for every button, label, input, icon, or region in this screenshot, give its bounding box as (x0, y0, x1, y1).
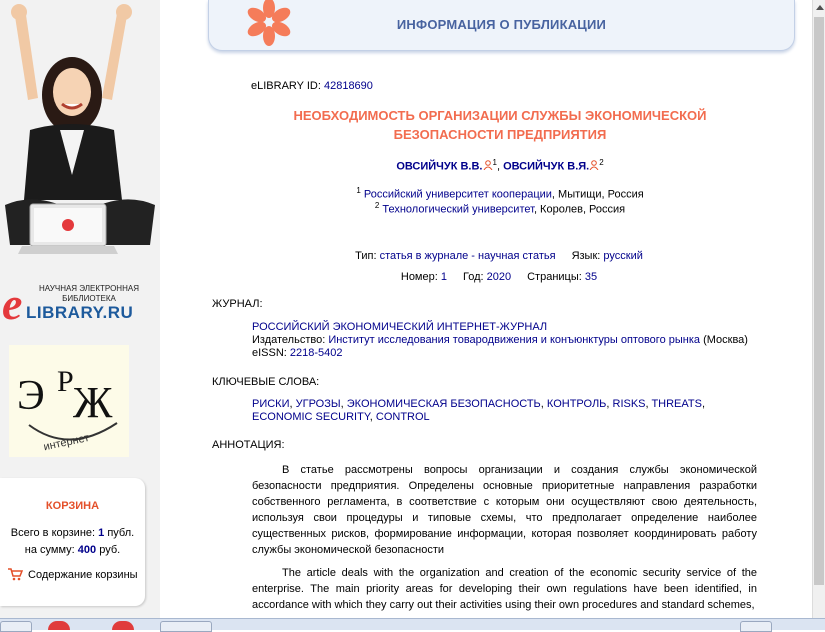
affiliation-link[interactable]: Технологический университет (382, 203, 534, 216)
hero-image (0, 0, 160, 262)
cart-panel (0, 478, 145, 606)
publication-number-year-pages: Номер: 1 Год: 2020 Страницы: 35 (400, 271, 598, 283)
affiliation-2: $^2$ Технологический университет, Королев, Россия (374, 201, 626, 216)
vertical-scrollbar[interactable] (812, 0, 825, 629)
author-affil-num: 2 (599, 158, 604, 167)
keyword-link[interactable]: ЭКОНОМИЧЕСКАЯ БЕЗОПАСНОСТЬ (346, 398, 541, 410)
keyword-link[interactable]: ECONOMIC SECURITY (252, 411, 370, 423)
journal-logo[interactable] (9, 345, 129, 457)
journal-info: РОССИЙСКИЙ ЭКОНОМИЧЕСКИЙ ИНТЕРНЕТ-ЖУРНАЛ Издательство: Институт исследования товародвижения и конъюнктуры оптового рынка (Москва) eISSN: 2218-5402 (252, 321, 748, 359)
publication-type-lang: Тип: статья в журнале - научная статья Язык: русский (355, 250, 643, 262)
cart-sum: на сумму: 400 руб. (24, 544, 121, 556)
abstract-ru: В статье рассмотрены вопросы организации и создания службы экономической безопасности предприятия. Определены основные приоритетные направления разработки собственного регламента, в соответствие с которым они осуществляют свою деятельность, используя свои процедуры и типовые схемы, что предполагает определение наиболее существенных рисков, формирование информации, которая позволяет координировать работу службы экономической безопасности (252, 464, 757, 556)
cart-sum-value: 400 (77, 544, 97, 556)
number-link[interactable]: 1 (440, 271, 447, 283)
author-profile-icon[interactable] (483, 160, 493, 170)
taskbar-button[interactable] (0, 621, 32, 632)
scroll-thumb[interactable] (814, 17, 824, 585)
publication-title: НЕОБХОДИМОСТЬ ОРГАНИЗАЦИИ СЛУЖБЫ ЭКОНОМИЧЕСКОЙ БЕЗОПАСНОСТИ ПРЕДПРИЯТИЯ (293, 108, 707, 142)
header-title: ИНФОРМАЦИЯ О ПУБЛИКАЦИИ (396, 17, 607, 32)
keyword-link[interactable]: THREATS (651, 398, 702, 410)
keywords-label: КЛЮЧЕВЫЕ СЛОВА: (212, 376, 320, 388)
svg-text:Э: Э (17, 373, 45, 419)
elibrary-logo[interactable] (0, 280, 150, 330)
cart-count: 1 (98, 527, 105, 539)
logo-name: LIBRARY.RU (26, 303, 134, 322)
svg-text:Р: Р (57, 365, 74, 398)
lang-value: русский (603, 250, 643, 262)
elibrary-id: eLIBRARY ID: 42818690 (251, 80, 373, 92)
abstract-en: The article deals with the organization and creation of the economic security service of the enterprise. The main priority areas for developing their own regulations have been identified, in accordance with which they carry out their activities using their own procedures and standard schemes, (252, 567, 757, 611)
keyword-link[interactable]: CONTROL (375, 411, 430, 423)
author-link[interactable]: ОВСИЙЧУК В.Я. (503, 160, 590, 173)
sidebar (0, 0, 160, 629)
keywords-list: РИСКИ, УГРОЗЫ, ЭКОНОМИЧЕСКАЯ БЕЗОПАСНОСТЬ, КОНТРОЛЬ, RISKS, THREATS, ECONOMIC SECURITY, CONTROL (252, 398, 706, 423)
keyword-link[interactable]: УГРОЗЫ (295, 398, 341, 410)
publisher-link[interactable]: Институт исследования товародвижения и конъюнктуры оптового рынка (328, 334, 701, 346)
authors: ОВСИЙЧУК В.В. $^1$, ОВСИЙЧУК В.Я. $^2$ (396, 158, 604, 173)
eissn-value: 2218-5402 (289, 347, 343, 359)
affiliation-1: $^1$ Российский университет кооперации, Мытищи, Россия (356, 186, 644, 201)
logo-tagline: НАУЧНАЯ ЭЛЕКТРОННАЯ БИБЛИОТЕКА (39, 284, 139, 303)
scroll-up-icon[interactable] (816, 5, 824, 10)
svg-text:интернет: интернет (42, 431, 91, 454)
abstract-label: АННОТАЦИЯ: (212, 439, 285, 451)
year-link[interactable]: 2020 (486, 271, 512, 283)
svg-text:Ж: Ж (73, 378, 113, 427)
keyword-link[interactable]: РИСКИ (252, 398, 290, 410)
journal-label: ЖУРНАЛ: (212, 298, 263, 310)
page-header (208, 0, 795, 51)
cart-total: Всего в корзине: 1 публ. (10, 527, 135, 539)
author-link[interactable]: ОВСИЙЧУК В.В. (396, 160, 483, 173)
pages-value: 35 (584, 271, 598, 283)
taskbar-button[interactable] (740, 621, 772, 632)
author-profile-icon[interactable] (589, 160, 599, 170)
taskbar (0, 618, 825, 630)
logo-letter: e (2, 278, 23, 329)
keyword-link[interactable]: RISKS (612, 398, 646, 410)
taskbar-button[interactable] (160, 621, 212, 632)
type-value: статья в журнале - научная статья (379, 250, 556, 262)
journal-logo-image (9, 345, 129, 457)
author-affil-num: 1 (492, 158, 497, 167)
keyword-link[interactable]: КОНТРОЛЬ (546, 398, 607, 410)
cart-title: КОРЗИНА (45, 500, 100, 512)
elibrary-id-value: 42818690 (323, 80, 373, 92)
affiliation-link[interactable]: Российский университет кооперации (363, 188, 552, 201)
cart-icon (8, 568, 23, 581)
cart-contents-link[interactable]: Содержание корзины (8, 568, 138, 581)
journal-name-link[interactable]: РОССИЙСКИЙ ЭКОНОМИЧЕСКИЙ ИНТЕРНЕТ-ЖУРНАЛ (252, 321, 548, 333)
